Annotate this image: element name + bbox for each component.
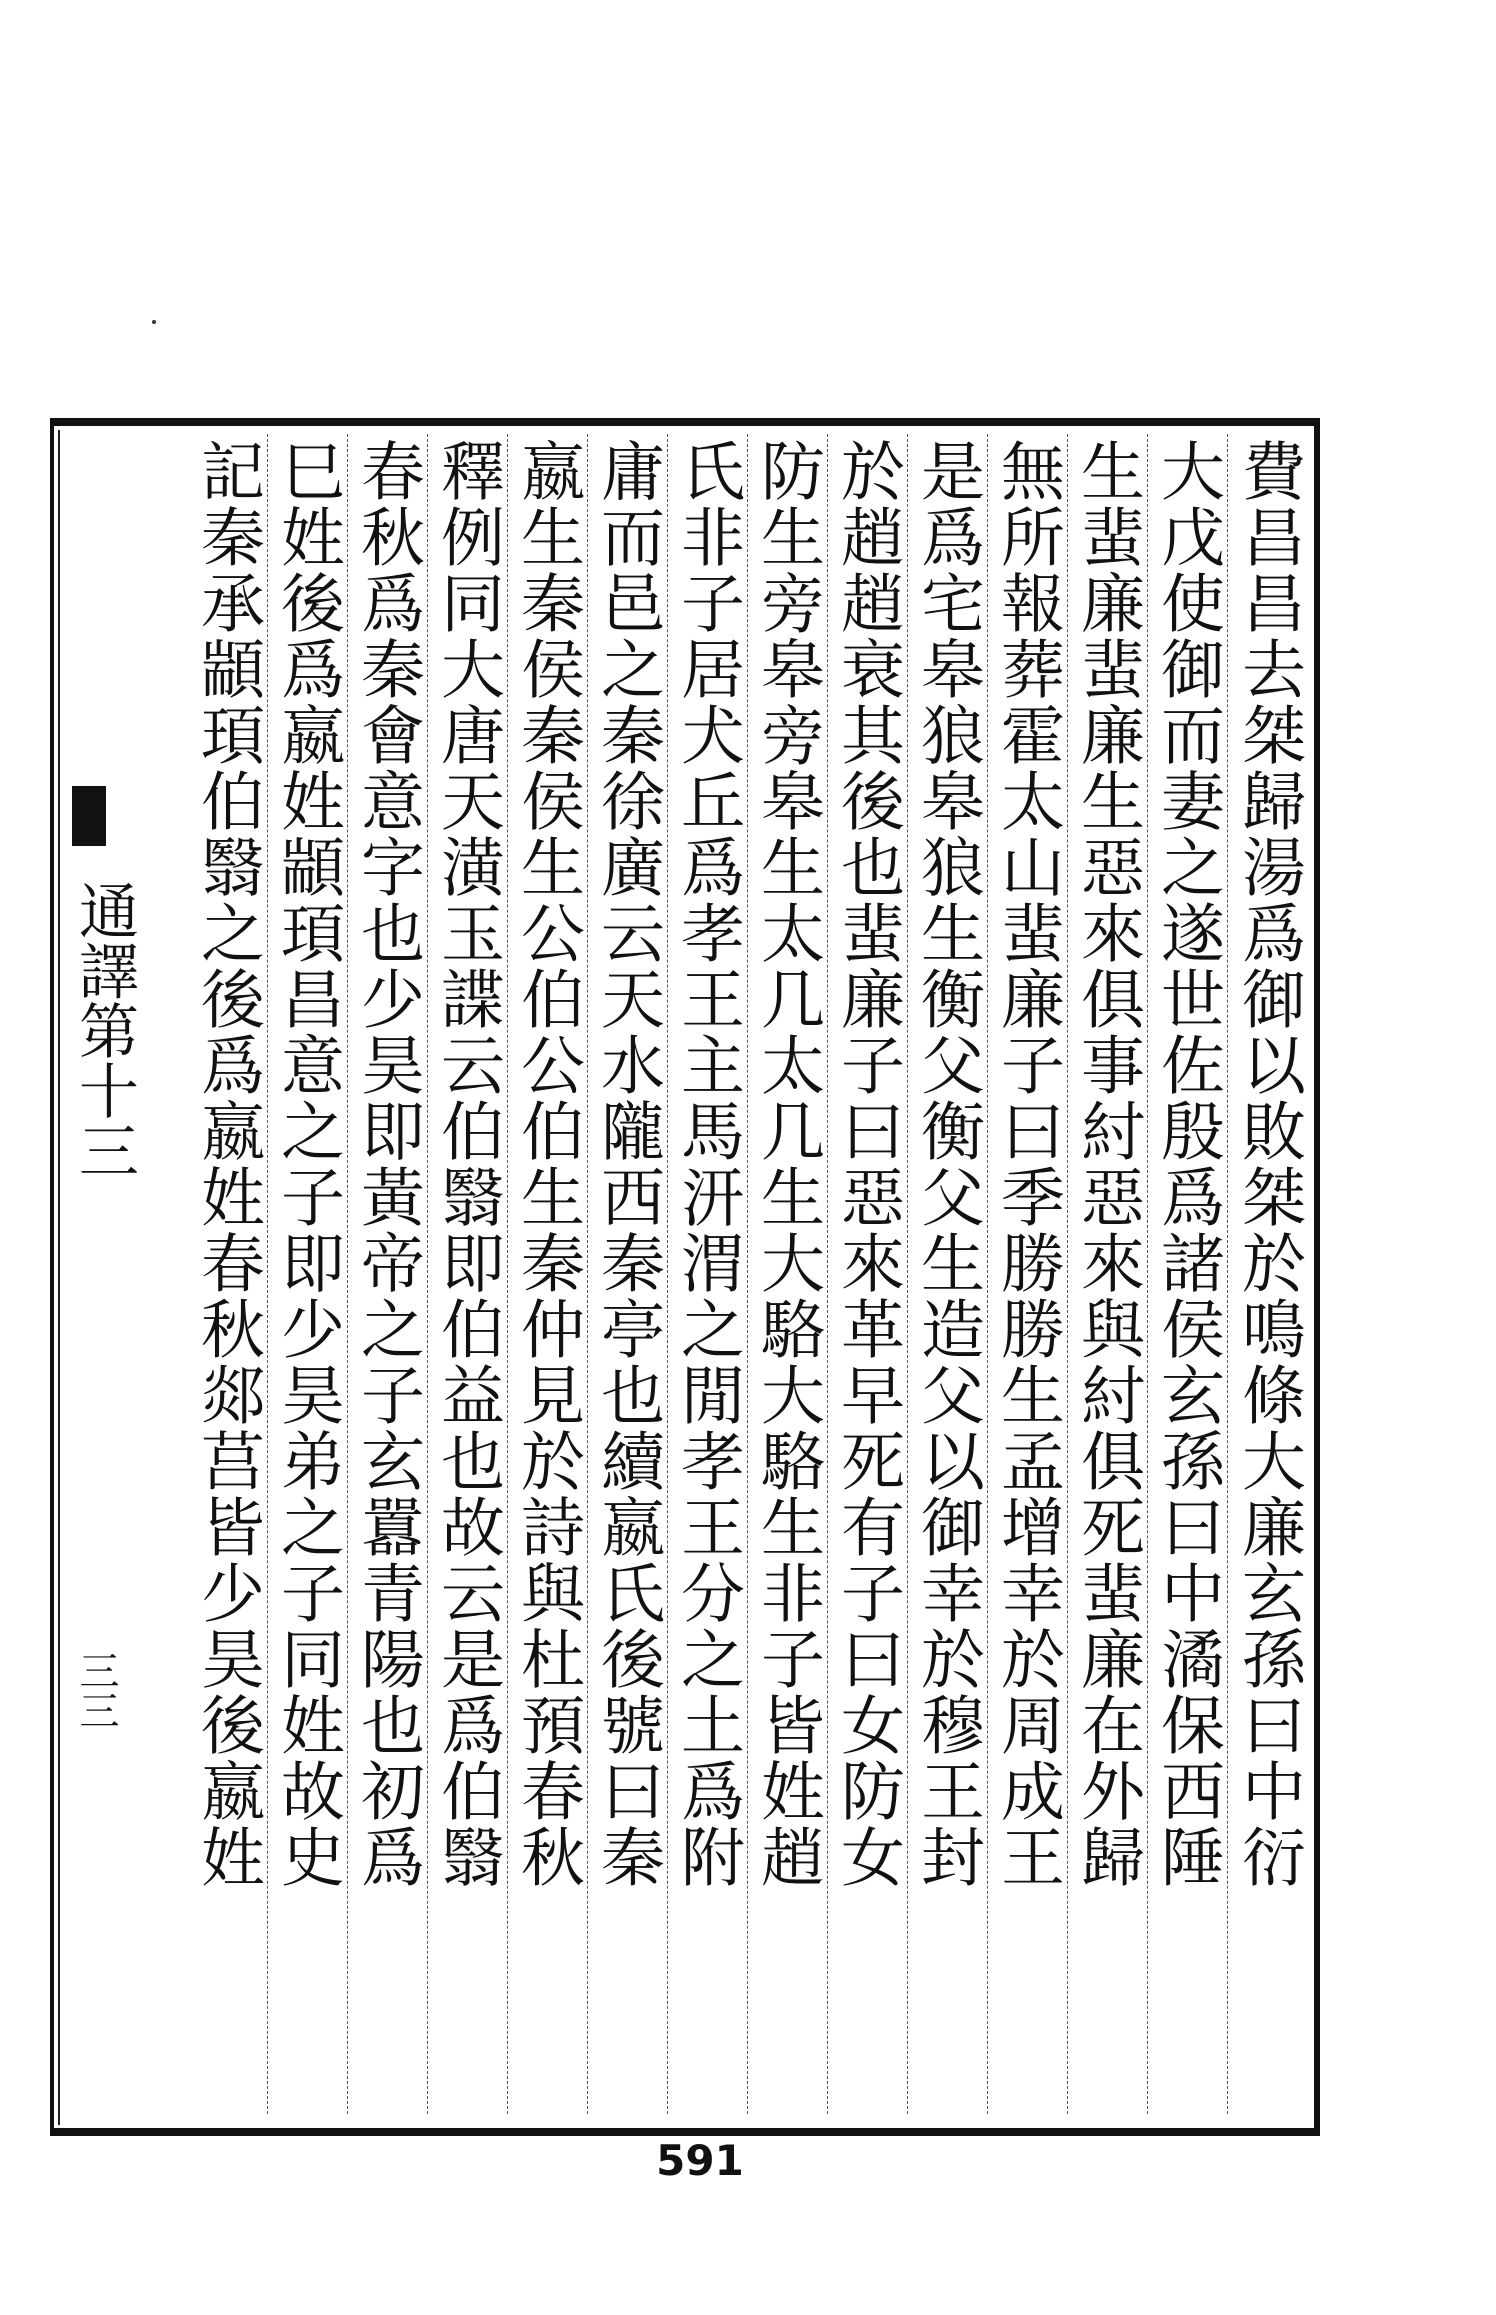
text-column: 生蜚廉蜚廉生惡來俱事紂惡來與紂俱死蜚廉在外歸 bbox=[1068, 434, 1148, 2114]
text-column: 防生旁皋旁皋生太几太几生大駱大駱生非子皆姓趙 bbox=[748, 434, 828, 2114]
text-column: 大戊使御而妻之遂世佐殷爲諸侯玄孫曰中潏保西陲 bbox=[1148, 434, 1228, 2114]
text-column: 於趙趙衰其後也蜚廉子曰惡來革早死有子曰女防女 bbox=[828, 434, 908, 2114]
text-column: 釋例同大唐天潢玉諜云伯翳即伯益也故云是爲伯翳 bbox=[428, 434, 508, 2114]
text-column: 氏非子居犬丘爲孝王主馬汧渭之閒孝王分之土爲附 bbox=[668, 434, 748, 2114]
text-column: 記秦承顓頊伯翳之後爲嬴姓春秋郯莒皆少昊後嬴姓 bbox=[188, 434, 268, 2114]
text-column: 庸而邑之秦徐廣云天水隴西秦亭也續嬴氏後號曰秦 bbox=[588, 434, 668, 2114]
text-column: 巳姓後爲嬴姓顓頊昌意之子即少昊弟之子同姓故史 bbox=[268, 434, 348, 2114]
page-number: 591 bbox=[656, 2136, 744, 2185]
text-column: 是爲宅皋狼皋狼生衡父衡父生造父以御幸於穆王封 bbox=[908, 434, 988, 2114]
text-column: 春秋爲秦會意字也少昊即黃帝之子玄囂青陽也初爲 bbox=[348, 434, 428, 2114]
text-column: 費昌昌去桀歸湯爲御以敗桀於鳴條大廉玄孫曰中衍 bbox=[1231, 438, 1305, 1890]
margin-rule bbox=[58, 430, 60, 2125]
margin-title: 通譯第十三 bbox=[69, 880, 139, 1180]
ink-speck bbox=[152, 320, 156, 324]
margin-page-number: 三三 bbox=[73, 1650, 119, 1730]
text-column: 無所報葬霍太山蜚廉子曰季勝勝生孟增幸於周成王 bbox=[988, 434, 1068, 2114]
text-body bbox=[98, 434, 1308, 2114]
text-column: 嬴生秦侯秦侯生公伯公伯生秦仲見於詩與杜預春秋 bbox=[508, 434, 588, 2114]
